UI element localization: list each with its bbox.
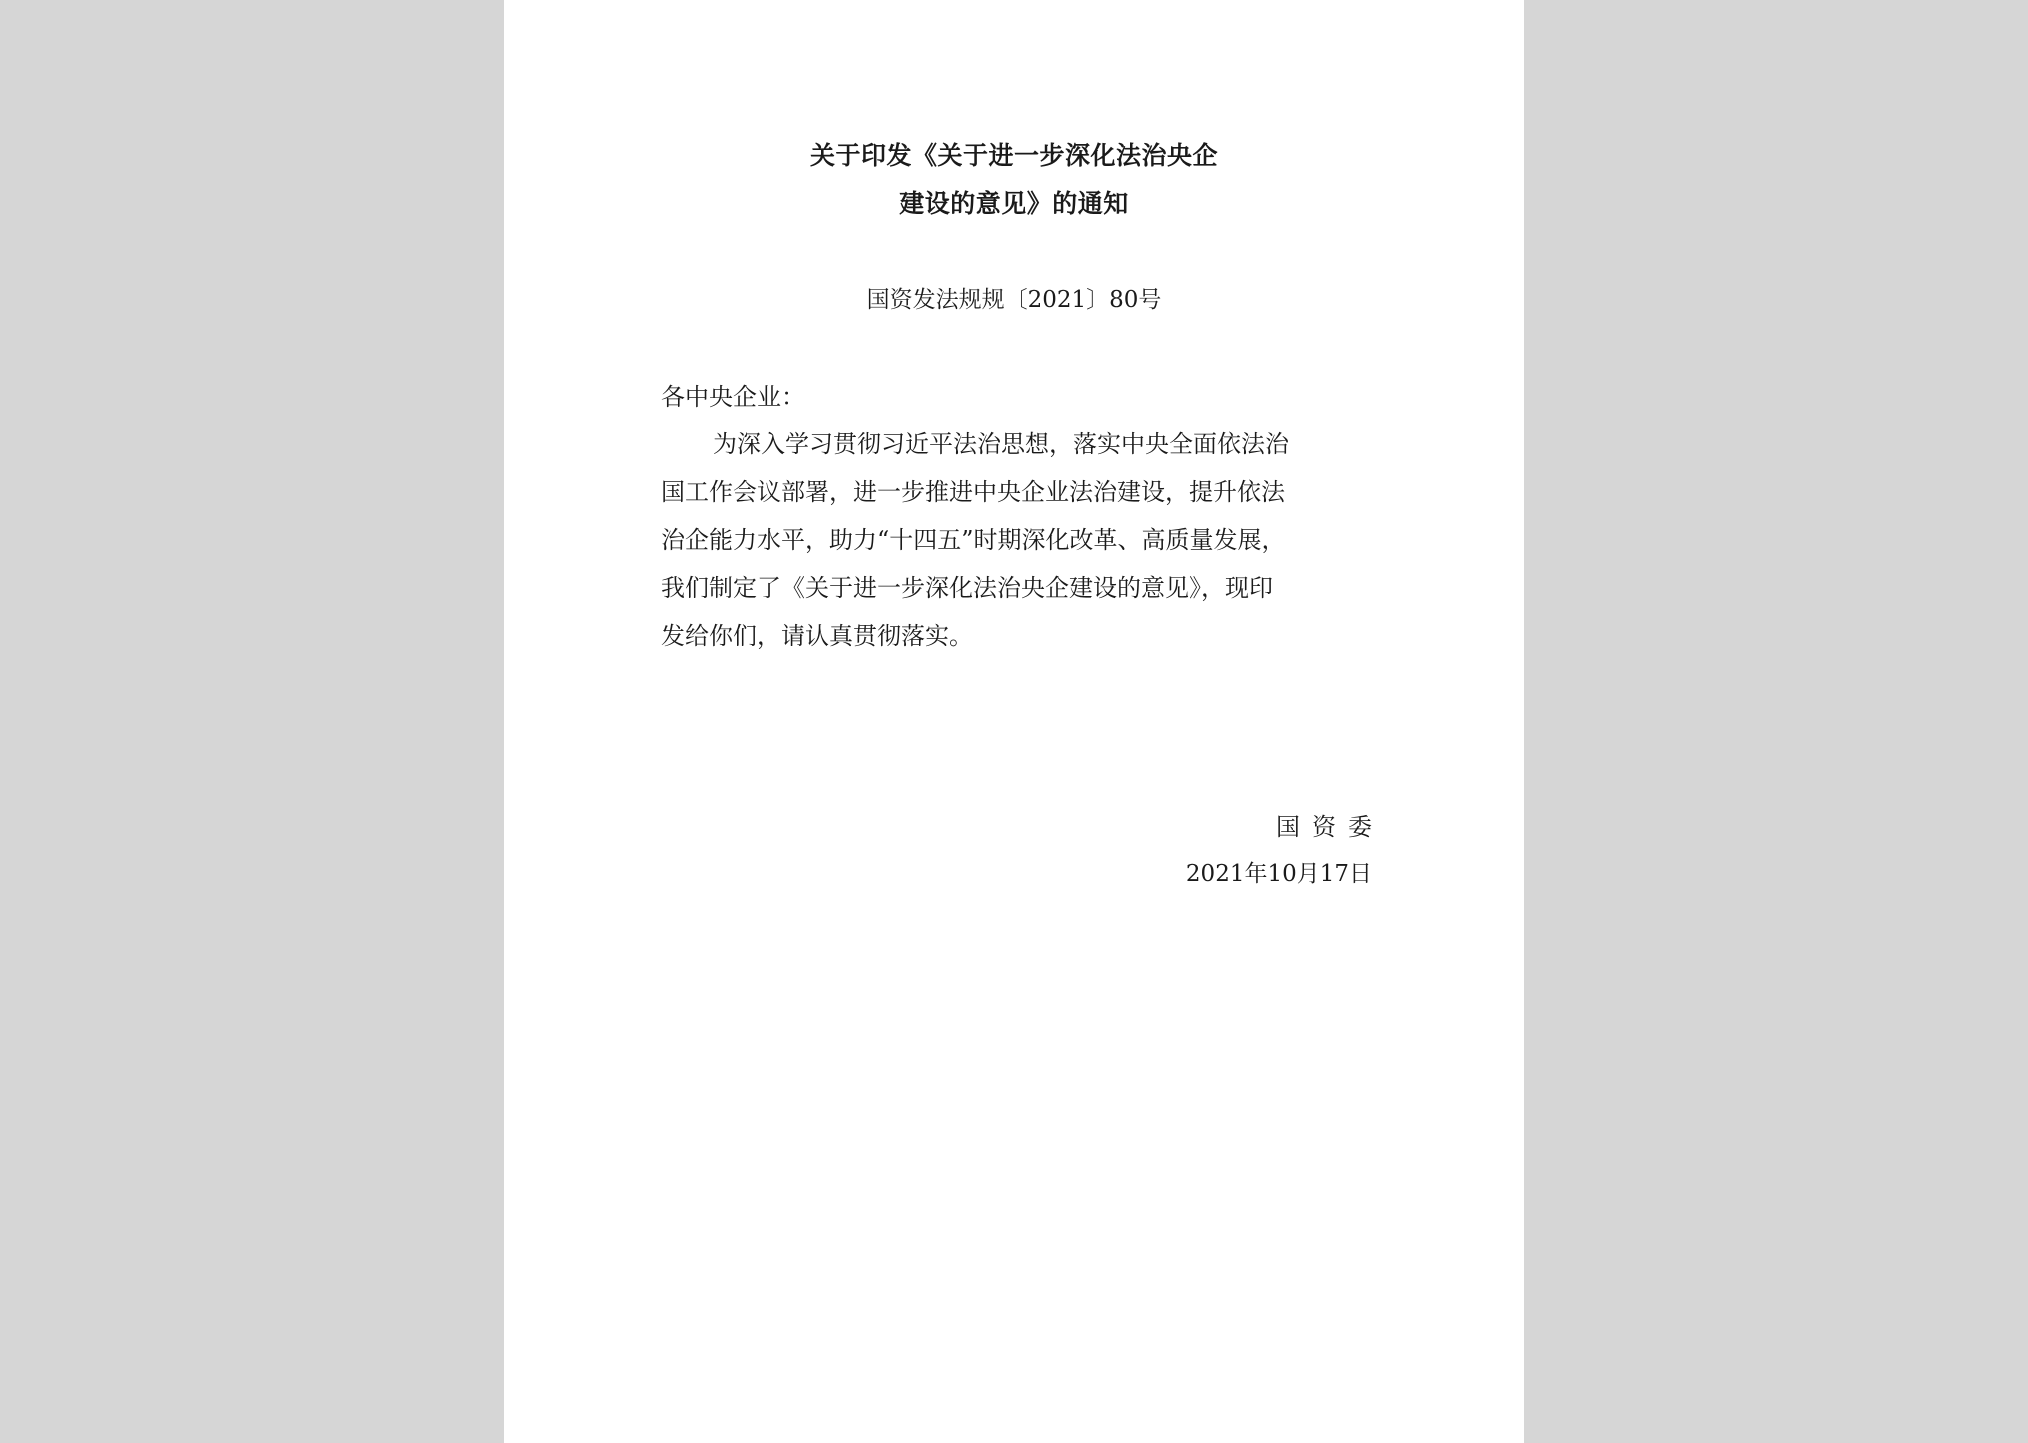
document-page (504, 0, 1524, 1443)
body-line: 为深入学习贯彻习近平法治思想，落实中央全面依法治 (713, 430, 1289, 458)
body-line: 治企能力水平，助力“十四五”时期深化改革、高质量发展， (661, 526, 1286, 554)
document-number: 国资发法规规〔2021〕80号 (866, 287, 1162, 313)
salutation: 各中央企业： (661, 383, 805, 411)
body-line: 我们制定了《关于进一步深化法治央企建设的意见》，现印 (661, 574, 1273, 602)
body-paragraph (661, 420, 1373, 660)
document-title-line-1: 关于印发《关于进一步深化法治央企 (809, 141, 1218, 170)
body-line: 国工作会议部署，进一步推进中央企业法治建设，提升依法 (661, 478, 1285, 506)
body-line: 发给你们，请认真贯彻落实。 (661, 622, 973, 650)
issuer-signature: 国资委 (1276, 813, 1384, 841)
document-title-line-2: 建设的意见》的通知 (899, 189, 1129, 218)
issue-date: 2021年10月17日 (1185, 861, 1372, 887)
